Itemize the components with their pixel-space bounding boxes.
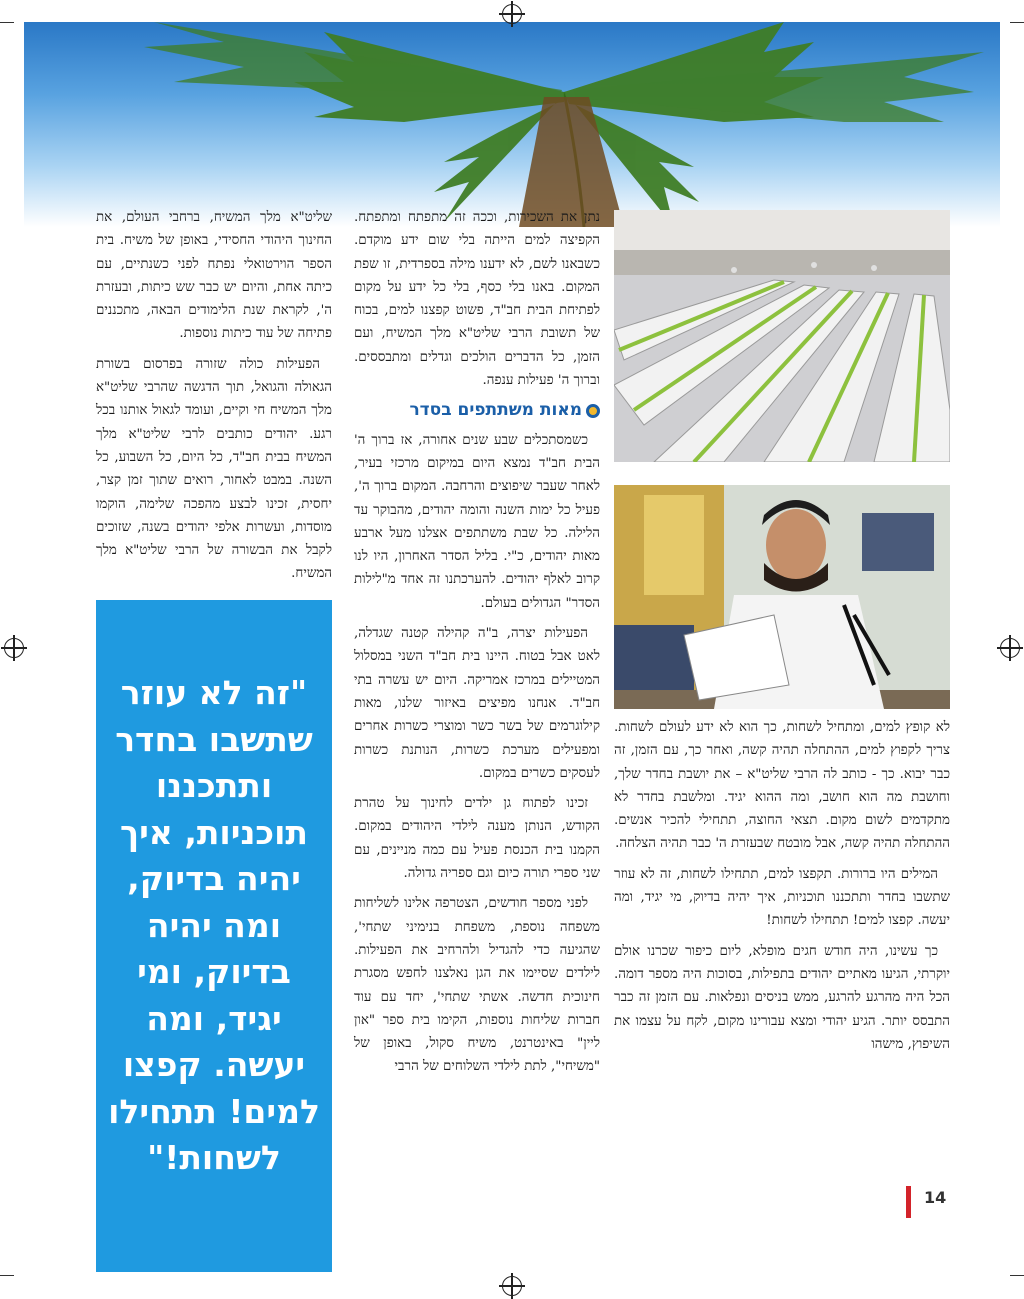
section-heading-text: מאות משתתפים בסדר bbox=[409, 400, 582, 421]
crop-mark bbox=[0, 22, 14, 23]
bullet-icon bbox=[586, 404, 600, 418]
paragraph: נתן את השכירות, וככה זה מתפתח ומתפתח. הקפיצה למים הייתה בלי שום ידע מוקדם. כשבאנו לשם, לא ידענו מילה בספרדית, זו שפת המקום. באנו בלי כסף, בלי כל ידע על מקום לפתיחת הבית חב"ד, פשוט קפצנו למים, בכוח של תשובת הרבי שליט"א מלך המשיח, ועם הזמן, כל הדברים הולכים וגדלים ומתבססים. וברוך ה' פעילות ענפה. bbox=[354, 210, 600, 389]
paragraph: המילים היו ברורות. תקפצו למים, תתחילו לשחות, זה לא עוזר שתשבו בחדר ותתכננו תוכניות, איך יהיה בדיוק, מי יגיד, ומה יעשה. קפצו למים! תתחילו לשחות! bbox=[614, 866, 950, 929]
paragraph: זכינו לפתוח גן ילדים לחינוך על טהרת הקודש, הנותן מענה לילדי היהודים במקום. הקמנו בית הכנסת פעיל עם כמה מניינים, עם שני ספרי תורה כיום וגם ספריה גדולה. bbox=[354, 796, 600, 882]
man-with-tefillin-photo bbox=[614, 485, 950, 709]
article-column-right bbox=[614, 716, 950, 1063]
article-column-left bbox=[96, 206, 332, 593]
paragraph: הפעילות כולה שזורה בפרסום בשורת הגאולה והגואל, תוך הדגשה שהרבי שליט"א מלך המשיח חי וקיים, ועומד לגאול אותנו בכל רגע. יהודים כותבים לרבי שליט"א מלך המשיח בבית חב"ד, כל היום, כל השבוע, כל השנה. במבט לאחור, רואים שתוך זמן קצר, יחסית, זכינו לבצע מהפכה שלימה, הוקמו מוסדות, ועשרות אלפי יהודים בשנה, שזוכים לקבל את הבשורה של הרבי שליט"א מלך המשיח. bbox=[96, 356, 332, 582]
crop-mark bbox=[1010, 1275, 1024, 1276]
registration-mark-top bbox=[502, 4, 522, 24]
registration-mark-left bbox=[4, 638, 24, 658]
banquet-hall-photo bbox=[614, 210, 950, 462]
section-heading bbox=[354, 399, 600, 422]
pull-quote-text: "זה לא עוזר שתשבו בחדר ותתכננו תוכניות, איך יהיה בדיוק, ומה יהיה בדיוק, ומי יגיד, ומה יעשה. קפצו למים! תתחילו לשחות!" bbox=[108, 673, 320, 1177]
paragraph: לא קופץ למים, ומתחיל לשחות, כך הוא לא ידע לעולם לשחות. צריך לקפוץ למים, ההתחלה תהיה קשה, ואחר כך, עם הזמן, זה כבר יבוא. כך - כותב לה הרבי שליט"א – את יושבת בחדר שלך, וחושבת מה הוא חושב, ומה ההוא יגיד. ומלשבת בחדר לא מתקדמים לשום מקום. תצאי החוצה, תתחילי להכיר אנשים. ההתחלה תהיה קשה, אבל מובטח שבעזרת ה' כבר תהיה הצלחה. bbox=[614, 720, 950, 852]
paragraph: שליט"א מלך המשיח, ברחבי העולם, את החינוך היהודי החסידי, באופן של משיח. בית הספר הוירטואלי נפתח לפני כשנתיים, עם כיתה אחת, והיום יש כבר שש כיתות, ובעזרת ה', לקראת שנת הלימודים הבאה, מתכננים פתיחה של עוד כיתות נוספות. bbox=[96, 210, 332, 342]
palm-leaves-illustration bbox=[24, 22, 1000, 227]
page-number-bar bbox=[906, 1186, 911, 1218]
paragraph: כשמסתכלים שבע שנים אחורה, אז ברוך ה' הבית חב"ד נמצא היום במיקום מרכזי בעיר, לאחר שעבר שיפוצים והרחבה. המקום ברוך ה', פעיל כל ימות השנה והומה יהודים, מהבוקר עד הלילה. כל שבת משתתפים אצלנו מעל ארבע מאות יהודים, כ"י. בליל הסדר האחרון, היו לנו קרוב לאלף יהודים. להערכתנו זה אחד מ"לילות הסדר" הגדולים בעולם. bbox=[354, 432, 600, 611]
paragraph: לפני מספר חודשים, הצטרפה אלינו לשליחות משפחה נוספת, משפחת בנימיני שתחי', שהגיעה כדי להגדיל ולהרחיב את הפעילות. לילדים שסיימו את הגן נאלצנו לחפש מסגרת חינוכית חדשה. אשתי שתחי', יחד עם עוד חברות שליחות נוספות, הקימו בית ספר "און ליין" באינטרנט, משיח סקול, באופן של "משיחי", לתת לילדי השלוחים של הרבי bbox=[354, 896, 600, 1075]
crop-mark bbox=[1010, 22, 1024, 23]
registration-mark-bottom bbox=[502, 1276, 522, 1296]
paragraph: הפעילות יצרה, ב"ה קהילה קטנה שגדלה, לאט אבל בטוח. היינו בית חב"ד השני במסלול המטיילים במרכז אמריקה. היום יש עשרה בתי חב"ד. אנחנו מפיצים באיזור שלנו, מאות קילוגרמים של בשר כשר ומוצרי כשרות אחרים ומפעילים מערכת כשרות, הנותנת כשרות לעסקים כשרים במקום. bbox=[354, 626, 600, 781]
crop-mark bbox=[0, 1275, 14, 1276]
registration-mark-right bbox=[1000, 638, 1020, 658]
article-column-middle bbox=[354, 206, 600, 1086]
palm-banner-image bbox=[24, 22, 1000, 227]
pull-quote-box bbox=[96, 600, 332, 1272]
page-number: 14 bbox=[924, 1188, 947, 1207]
paragraph: כך עשינו, היה חודש חגים מופלא, ליום כיפור שכרנו אולם יוקרתי, הגיעו מאתיים יהודים בתפילות, בסוכות היה מספר דומה. הכל היה מהרגע להרגע, ממש בניסים ונפלאות. עם הזמן זה כבר התבסס יותר. הגיע יהודי ומצא עבורינו מקום, לקח על עצמו את השיפוץ, מישהו bbox=[614, 943, 950, 1052]
